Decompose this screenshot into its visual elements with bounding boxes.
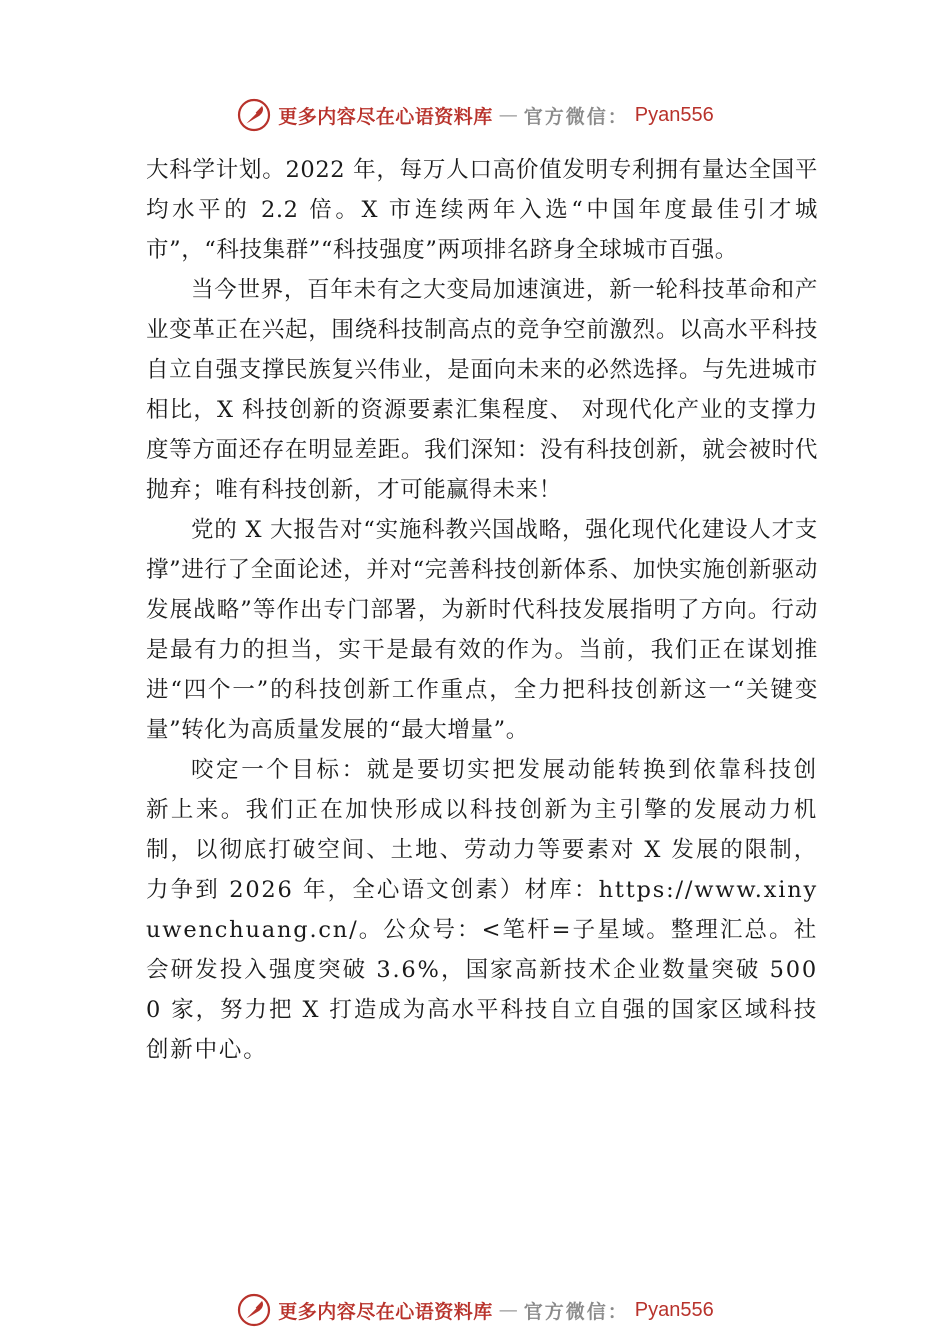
header-wechat-id: Pyan556 (634, 103, 714, 126)
paragraph-2: 当今世界，百年未有之大变局加速演进，新一轮科技革命和产业变革正在兴起，围绕科技制高点的竞争空前激烈。以高水平科技自立自强支撑民族复兴伟业，是面向未来的必然选择。与先进城市相比，X 科技创新的资源要素汇集程度、 对现代化产业的支撑力度等方面还存在明显差距。我们深知：没有科技创新，就会被时代抛弃；唯有科技创新，才可能赢得未来！ (146, 277, 818, 503)
header-banner-text: 更多内容尽在心语资料库 (278, 105, 493, 128)
footer-wechat-id: Pyan556 (634, 1298, 714, 1321)
footer-banner-separator: — (498, 1299, 518, 1321)
paragraph-4: 咬定一个目标：就是要切实把发展动能转换到依靠科技创新上来。我们正在加快形成以科技创新为主引擎的发展动力机制，以彻底打破空间、土地、劳动力等要素对 X 发展的限制，力争到 2026 年，全心语文创素）材库：https://www.xinyuwenchuang.cn/。公众号：<笔杆=子星域。整理汇总。社会研发投入强度突破 3.6%，国家高新技术企业数量突破 5000 家，努力把 X 打造成为高水平科技自立自强的国家区域科技创新中心。 (146, 757, 818, 1063)
footer-official-label: 官方微信： (523, 1300, 629, 1323)
header-banner (0, 95, 950, 135)
paragraph-3: 党的 X 大报告对“实施科教兴国战略，强化现代化建设人才支撑”进行了全面论述，并对“完善科技创新体系、加快实施创新驱动发展战略”等作出专门部署，为新时代科技发展指明了方向。行动是最有力的担当，实干是最有效的作为。当前，我们正在谋划推进“四个一”的科技创新工作重点，全力把科技创新这一“关键变量”转化为高质量发展的“最大增量”。 (146, 517, 818, 743)
footer-banner-text: 更多内容尽在心语资料库 (278, 1300, 493, 1323)
footer-banner (0, 1290, 950, 1330)
document-body (146, 150, 818, 1070)
quill-logo-icon (236, 97, 272, 133)
paragraph-1: 大科学计划。2022 年，每万人口高价值发明专利拥有量达全国平均水平的 2.2 倍。X 市连续两年入选“中国年度最佳引才城市”，“科技集群”“科技强度”两项排名跻身全球城市百强。 (146, 157, 818, 263)
quill-logo-icon (236, 1292, 272, 1328)
header-official-label: 官方微信： (523, 105, 629, 128)
header-banner-separator: — (498, 104, 518, 126)
